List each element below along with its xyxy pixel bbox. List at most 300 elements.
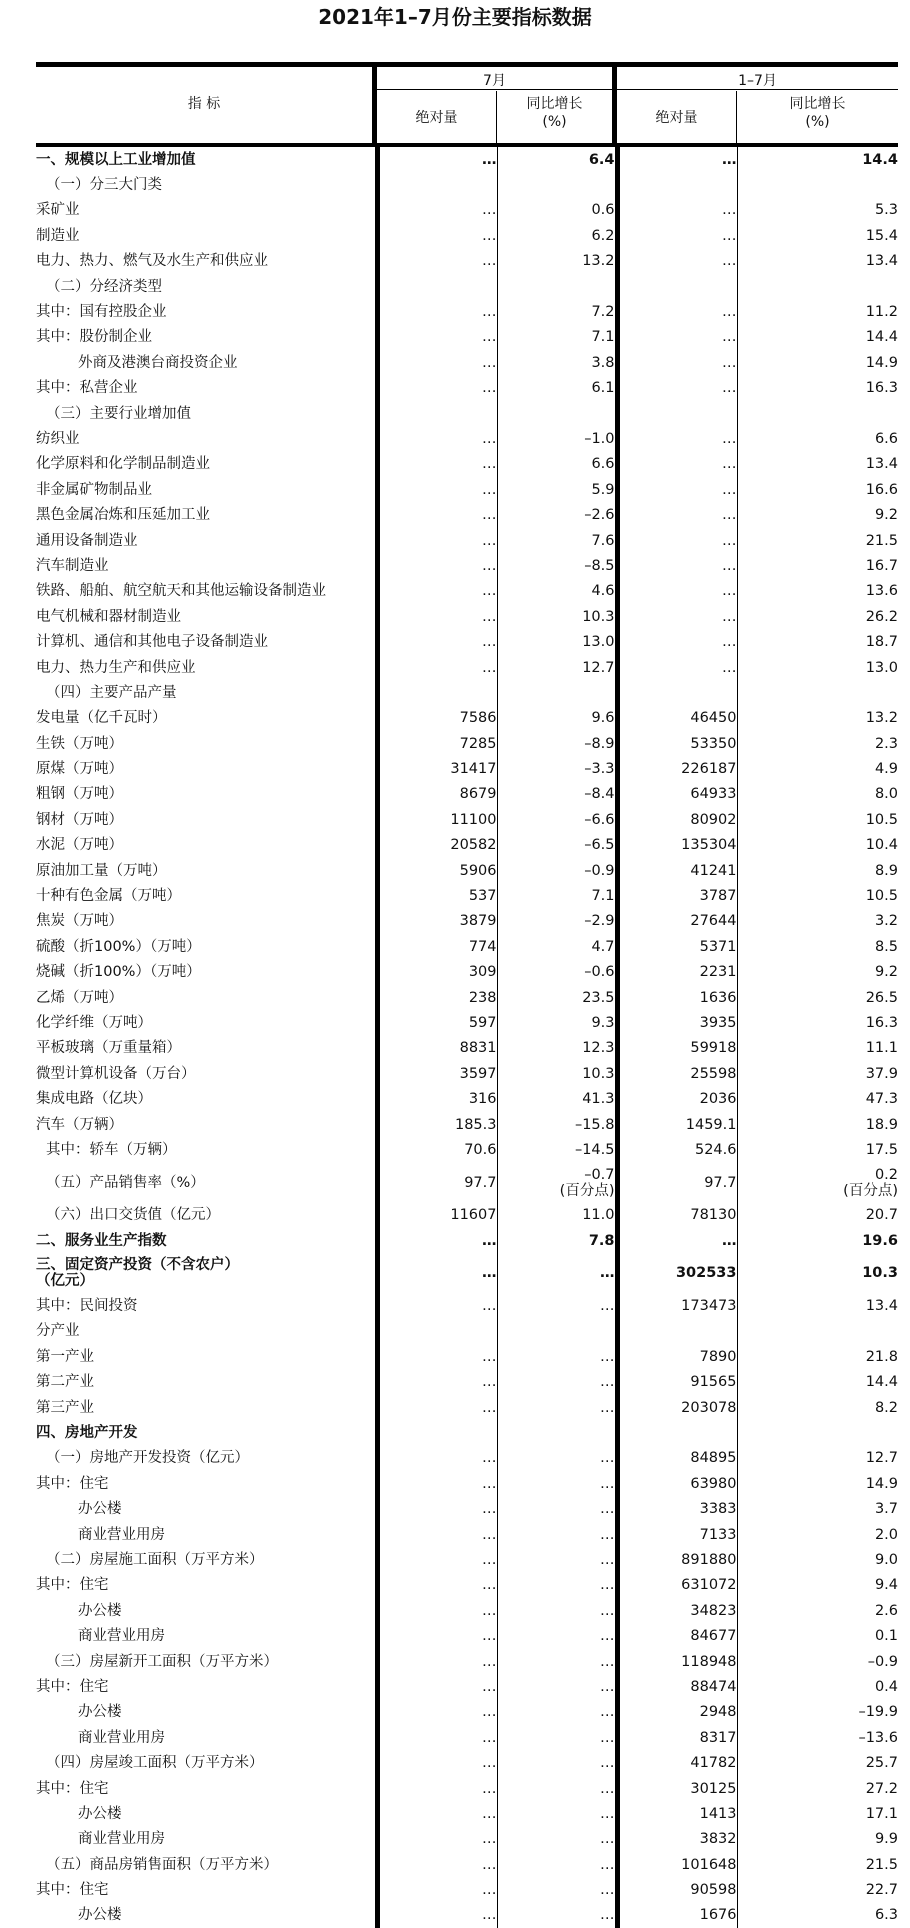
- row-july-growth: –1.0: [497, 426, 617, 451]
- row-janjul-growth: 18.9: [865, 1116, 898, 1133]
- row-janjul-growth: –19.9: [858, 1704, 898, 1721]
- row-july-growth: [497, 1420, 617, 1445]
- row-july-growth: …: [497, 1547, 617, 1572]
- table-row: [36, 1319, 898, 1344]
- row-janjul-growth: 12.7: [865, 1450, 898, 1467]
- row-july-growth: …: [497, 1801, 617, 1826]
- header-growth-jan-jul: 同比增长 (%): [789, 96, 846, 130]
- row-label: 其中：私营企业: [36, 376, 377, 401]
- row-july-absolute: …: [377, 1877, 497, 1902]
- row-label: 化学原料和化学制品制造业: [36, 452, 377, 477]
- row-label: 办公楼: [36, 1598, 377, 1623]
- row-july-growth: 9.6: [497, 706, 617, 731]
- row-label: 其中：股份制企业: [36, 325, 377, 350]
- row-janjul-absolute: 3383: [617, 1497, 737, 1522]
- row-label: 十种有色金属（万吨）: [36, 883, 377, 908]
- row-label: 第三产业: [36, 1395, 377, 1420]
- row-label: 粗钢（万吨）: [36, 782, 377, 807]
- row-janjul-absolute: 90598: [617, 1877, 737, 1902]
- row-label: 其中：住宅: [36, 1877, 377, 1902]
- row-july-growth: 7.6: [497, 528, 617, 553]
- row-janjul-absolute: …: [617, 1228, 737, 1253]
- row-july-absolute: …: [377, 1253, 497, 1293]
- row-july-absolute: 7586: [377, 706, 497, 731]
- row-july-growth: …: [497, 1827, 617, 1852]
- row-janjul-growth: 14.9: [865, 354, 898, 371]
- table-row: [36, 528, 898, 553]
- table-row: [36, 1061, 898, 1086]
- row-janjul-growth: 9.2: [874, 964, 898, 981]
- table-row: [36, 1010, 898, 1035]
- table-row: [36, 1801, 898, 1826]
- row-janjul-growth: 15.4: [865, 227, 898, 244]
- table-row: [36, 1163, 898, 1203]
- row-july-growth: 9.3: [497, 1010, 617, 1035]
- row-july-growth: …: [497, 1674, 617, 1699]
- row-janjul-growth: 17.5: [865, 1141, 898, 1158]
- row-janjul-growth: 10.5: [865, 811, 898, 828]
- row-label: 其中：民间投资: [36, 1293, 377, 1318]
- row-july-absolute: …: [377, 1522, 497, 1547]
- row-janjul-growth: 16.7: [865, 557, 898, 574]
- row-janjul-absolute: [617, 274, 737, 299]
- row-janjul-absolute: 226187: [617, 756, 737, 781]
- row-july-growth: 3.8: [497, 350, 617, 375]
- row-janjul-absolute: 203078: [617, 1395, 737, 1420]
- table-row: [36, 909, 898, 934]
- row-janjul-absolute: …: [617, 223, 737, 248]
- row-janjul-absolute: 7890: [617, 1344, 737, 1369]
- row-janjul-absolute: …: [617, 249, 737, 274]
- row-july-growth: –15.8: [497, 1112, 617, 1137]
- table-row: [36, 833, 898, 858]
- row-july-growth: 12.3: [497, 1036, 617, 1061]
- row-label: 办公楼: [36, 1903, 377, 1928]
- row-janjul-absolute: …: [617, 198, 737, 223]
- row-label: 铁路、船舶、航空航天和其他运输设备制造业: [36, 579, 377, 604]
- row-label: 电力、热力、燃气及水生产和供应业: [36, 249, 377, 274]
- row-janjul-growth: [737, 1319, 898, 1344]
- row-janjul-absolute: 2231: [617, 960, 737, 985]
- row-janjul-absolute: 8317: [617, 1725, 737, 1750]
- table-row: [36, 604, 898, 629]
- row-janjul-absolute: [617, 1319, 737, 1344]
- row-label: 办公楼: [36, 1700, 377, 1725]
- row-july-absolute: [377, 401, 497, 426]
- row-janjul-growth: 22.7: [865, 1882, 898, 1899]
- row-janjul-absolute: …: [617, 579, 737, 604]
- row-july-absolute: …: [377, 528, 497, 553]
- row-janjul-absolute: 34823: [617, 1598, 737, 1623]
- row-janjul-growth: 11.1: [865, 1040, 898, 1057]
- row-july-absolute: [377, 680, 497, 705]
- table-row: [36, 1547, 898, 1572]
- row-janjul-growth: 9.0: [874, 1552, 898, 1568]
- row-janjul-growth: 2.0: [874, 1526, 898, 1543]
- row-july-growth: …: [497, 1293, 617, 1318]
- table-row: [36, 1370, 898, 1395]
- row-july-growth: …: [497, 1253, 617, 1293]
- row-july-growth: …: [497, 1573, 617, 1598]
- row-label: 烧碱（折100%）（万吨）: [36, 960, 377, 985]
- row-janjul-absolute: …: [617, 299, 737, 324]
- row-janjul-absolute: 5371: [617, 934, 737, 959]
- row-janjul-growth: 2.6: [874, 1602, 898, 1619]
- row-july-absolute: [377, 172, 497, 197]
- row-janjul-growth: 13.6: [865, 583, 898, 600]
- row-label: 制造业: [36, 223, 377, 248]
- row-janjul-growth: 19.6: [862, 1232, 898, 1249]
- row-july-absolute: 8831: [377, 1036, 497, 1061]
- row-janjul-absolute: 30125: [617, 1776, 737, 1801]
- row-janjul-growth: –13.6: [858, 1729, 898, 1746]
- row-july-absolute: …: [377, 1497, 497, 1522]
- row-july-growth: …: [497, 1700, 617, 1725]
- row-janjul-growth: [737, 274, 898, 299]
- row-label: 原煤（万吨）: [36, 756, 377, 781]
- row-janjul-growth: 0.4: [874, 1678, 898, 1695]
- row-july-absolute: …: [377, 1446, 497, 1471]
- row-janjul-absolute: …: [617, 553, 737, 578]
- row-july-growth: [497, 274, 617, 299]
- row-july-growth: [497, 680, 617, 705]
- row-janjul-absolute: 1413: [617, 1801, 737, 1826]
- row-july-growth: 6.1: [497, 376, 617, 401]
- table-row: [36, 1446, 898, 1471]
- row-janjul-absolute: 1636: [617, 985, 737, 1010]
- table-row: [36, 655, 898, 680]
- row-label: 化学纤维（万吨）: [36, 1010, 377, 1035]
- table-row: [36, 706, 898, 731]
- table-row: [36, 299, 898, 324]
- row-july-absolute: …: [377, 452, 497, 477]
- row-janjul-absolute: 631072: [617, 1573, 737, 1598]
- row-janjul-absolute: …: [617, 145, 737, 172]
- row-july-absolute: 309: [377, 960, 497, 985]
- row-july-growth: –0.7 (百分点): [497, 1163, 617, 1203]
- row-july-growth: –2.6: [497, 502, 617, 527]
- row-july-absolute: …: [377, 1293, 497, 1318]
- row-label: 电气机械和器材制造业: [36, 604, 377, 629]
- row-july-absolute: …: [377, 1573, 497, 1598]
- row-july-absolute: …: [377, 1547, 497, 1572]
- table-row: [36, 1827, 898, 1852]
- row-july-absolute: …: [377, 223, 497, 248]
- row-label: （二）分经济类型: [36, 274, 377, 299]
- row-july-growth: [497, 401, 617, 426]
- row-janjul-growth: [737, 1420, 898, 1445]
- table-row: [36, 1395, 898, 1420]
- row-janjul-growth: 9.4: [874, 1577, 898, 1594]
- row-janjul-absolute: …: [617, 477, 737, 502]
- row-july-growth: 4.6: [497, 579, 617, 604]
- table-row: [36, 629, 898, 654]
- table-row: [36, 426, 898, 451]
- row-july-absolute: …: [377, 1370, 497, 1395]
- row-july-absolute: 185.3: [377, 1112, 497, 1137]
- row-janjul-growth: 27.2: [865, 1780, 898, 1797]
- row-janjul-growth: 14.4: [865, 1374, 898, 1391]
- row-label: 汽车制造业: [36, 553, 377, 578]
- row-july-absolute: …: [377, 629, 497, 654]
- row-janjul-growth: 13.0: [865, 659, 898, 676]
- row-july-absolute: 774: [377, 934, 497, 959]
- row-july-absolute: …: [377, 655, 497, 680]
- row-label: （二）房屋施工面积（万平方米）: [36, 1547, 377, 1572]
- row-july-growth: …: [497, 1750, 617, 1775]
- row-july-growth: 7.1: [497, 325, 617, 350]
- row-label: 采矿业: [36, 198, 377, 223]
- table-row: [36, 350, 898, 375]
- row-label: 三、固定资产投资（不含农户） （亿元）: [36, 1253, 377, 1293]
- row-janjul-growth: 9.2: [874, 507, 898, 524]
- row-july-growth: 6.2: [497, 223, 617, 248]
- row-janjul-absolute: 84895: [617, 1446, 737, 1471]
- row-july-absolute: …: [377, 1903, 497, 1928]
- table-row: [36, 1253, 898, 1293]
- row-july-growth: 12.7: [497, 655, 617, 680]
- row-janjul-growth: 13.2: [865, 710, 898, 727]
- row-janjul-growth: 3.7: [874, 1501, 898, 1518]
- row-label: 钢材（万吨）: [36, 807, 377, 832]
- row-janjul-absolute: 3832: [617, 1827, 737, 1852]
- row-label: 水泥（万吨）: [36, 833, 377, 858]
- row-janjul-growth: 6.3: [874, 1907, 898, 1924]
- row-july-absolute: 597: [377, 1010, 497, 1035]
- row-label: （四）主要产品产量: [36, 680, 377, 705]
- row-july-absolute: …: [377, 1827, 497, 1852]
- row-july-growth: 7.8: [497, 1228, 617, 1253]
- header-growth-july: 同比增长 (%): [526, 96, 583, 130]
- row-label: 第一产业: [36, 1344, 377, 1369]
- row-label: 其中：住宅: [36, 1573, 377, 1598]
- row-july-absolute: 3879: [377, 909, 497, 934]
- row-janjul-absolute: 46450: [617, 706, 737, 731]
- row-janjul-growth: 6.6: [874, 430, 898, 447]
- row-janjul-growth: 0.1: [874, 1628, 898, 1645]
- row-label: 微型计算机设备（万台）: [36, 1061, 377, 1086]
- row-janjul-absolute: 41241: [617, 858, 737, 883]
- row-janjul-growth: 37.9: [865, 1065, 898, 1082]
- row-janjul-absolute: 891880: [617, 1547, 737, 1572]
- row-july-absolute: 3597: [377, 1061, 497, 1086]
- table-row: [36, 376, 898, 401]
- table-row: [36, 1112, 898, 1137]
- row-label: （五）产品销售率（%）: [36, 1163, 377, 1203]
- table-row: [36, 223, 898, 248]
- row-label: 商业营业用房: [36, 1623, 377, 1648]
- row-janjul-growth: 8.2: [874, 1399, 898, 1416]
- row-july-absolute: [377, 274, 497, 299]
- row-janjul-growth: 8.9: [874, 862, 898, 879]
- table-row: [36, 1228, 898, 1253]
- row-label: 汽车（万辆）: [36, 1112, 377, 1137]
- row-july-growth: 7.1: [497, 883, 617, 908]
- row-july-absolute: …: [377, 1395, 497, 1420]
- table-row: [36, 553, 898, 578]
- row-janjul-growth: 16.3: [865, 380, 898, 397]
- row-janjul-absolute: 63980: [617, 1471, 737, 1496]
- row-july-absolute: …: [377, 198, 497, 223]
- row-janjul-absolute: 2036: [617, 1086, 737, 1111]
- row-july-absolute: 8679: [377, 782, 497, 807]
- row-label: （三）房屋新开工面积（万平方米）: [36, 1649, 377, 1674]
- row-july-absolute: …: [377, 1674, 497, 1699]
- row-janjul-absolute: 80902: [617, 807, 737, 832]
- row-janjul-growth: 14.9: [865, 1475, 898, 1492]
- table-row: [36, 1137, 898, 1162]
- row-janjul-absolute: 64933: [617, 782, 737, 807]
- row-janjul-absolute: 41782: [617, 1750, 737, 1775]
- row-label: 非金属矿物制品业: [36, 477, 377, 502]
- row-july-absolute: 31417: [377, 756, 497, 781]
- row-july-growth: 7.2: [497, 299, 617, 324]
- row-janjul-absolute: …: [617, 502, 737, 527]
- row-july-growth: –0.6: [497, 960, 617, 985]
- row-july-growth: –14.5: [497, 1137, 617, 1162]
- row-july-growth: …: [497, 1852, 617, 1877]
- row-july-absolute: …: [377, 1750, 497, 1775]
- row-label: 发电量（亿千瓦时）: [36, 706, 377, 731]
- table-row: [36, 934, 898, 959]
- table-row: [36, 1497, 898, 1522]
- table-row: [36, 807, 898, 832]
- row-july-absolute: 316: [377, 1086, 497, 1111]
- row-label: 其中：住宅: [36, 1776, 377, 1801]
- row-janjul-growth: 13.4: [865, 456, 898, 473]
- row-july-growth: …: [497, 1598, 617, 1623]
- row-janjul-absolute: 78130: [617, 1203, 737, 1228]
- row-july-growth: 13.0: [497, 629, 617, 654]
- row-label: （一）分三大门类: [36, 172, 377, 197]
- table-row: [36, 1036, 898, 1061]
- row-label: 计算机、通信和其他电子设备制造业: [36, 629, 377, 654]
- row-janjul-growth: 21.8: [865, 1348, 898, 1365]
- row-janjul-growth: 8.5: [874, 938, 898, 955]
- row-july-absolute: …: [377, 553, 497, 578]
- row-janjul-absolute: …: [617, 604, 737, 629]
- row-july-growth: 0.6: [497, 198, 617, 223]
- table-row: [36, 249, 898, 274]
- row-janjul-growth: 4.9: [874, 761, 898, 778]
- row-janjul-growth: 16.3: [865, 1014, 898, 1031]
- row-janjul-absolute: …: [617, 426, 737, 451]
- row-janjul-growth: 14.4: [865, 329, 898, 346]
- row-janjul-growth: 5.3: [874, 202, 898, 219]
- row-july-absolute: 11607: [377, 1203, 497, 1228]
- table-row: [36, 274, 898, 299]
- table-row: [36, 1420, 898, 1445]
- table-row: [36, 1471, 898, 1496]
- row-janjul-growth: 16.6: [865, 481, 898, 498]
- table-row: [36, 1852, 898, 1877]
- row-july-growth: –3.3: [497, 756, 617, 781]
- row-july-absolute: …: [377, 1801, 497, 1826]
- row-label: 原油加工量（万吨）: [36, 858, 377, 883]
- row-july-growth: –6.6: [497, 807, 617, 832]
- row-label: 分产业: [36, 1319, 377, 1344]
- row-janjul-absolute: [617, 401, 737, 426]
- row-july-growth: 11.0: [497, 1203, 617, 1228]
- table-row: [36, 960, 898, 985]
- table-row: [36, 1086, 898, 1111]
- row-janjul-absolute: 1459.1: [617, 1112, 737, 1137]
- row-janjul-absolute: [617, 1420, 737, 1445]
- row-july-absolute: 20582: [377, 833, 497, 858]
- header-july: 7月: [483, 73, 506, 89]
- row-janjul-growth: 11.2: [865, 304, 898, 321]
- row-label: 其中：轿车（万辆）: [36, 1137, 377, 1162]
- row-janjul-growth: 3.2: [874, 913, 898, 930]
- row-july-growth: …: [497, 1725, 617, 1750]
- header-indicator: 指 标: [187, 96, 221, 112]
- row-label: 四、房地产开发: [36, 1420, 377, 1445]
- row-label: 外商及港澳台商投资企业: [36, 350, 377, 375]
- row-july-absolute: …: [377, 1623, 497, 1648]
- row-july-absolute: …: [377, 579, 497, 604]
- row-july-growth: 41.3: [497, 1086, 617, 1111]
- row-janjul-growth: 21.5: [865, 1856, 898, 1873]
- table-row: [36, 145, 898, 172]
- row-july-growth: 23.5: [497, 985, 617, 1010]
- row-janjul-absolute: 524.6: [617, 1137, 737, 1162]
- row-janjul-absolute: …: [617, 528, 737, 553]
- row-label: 商业营业用房: [36, 1522, 377, 1547]
- row-july-growth: –8.5: [497, 553, 617, 578]
- row-july-growth: …: [497, 1623, 617, 1648]
- row-label: 焦炭（万吨）: [36, 909, 377, 934]
- row-july-absolute: 70.6: [377, 1137, 497, 1162]
- row-janjul-growth: 20.7: [865, 1207, 898, 1224]
- row-july-absolute: …: [377, 477, 497, 502]
- row-janjul-growth: 13.4: [865, 1298, 898, 1315]
- row-label: 一、规模以上工业增加值: [36, 145, 377, 172]
- table-row: [36, 502, 898, 527]
- table-row: [36, 198, 898, 223]
- row-july-growth: –0.9: [497, 858, 617, 883]
- header-jan-jul: 1–7月: [738, 73, 777, 89]
- row-label: （六）出口交货值（亿元）: [36, 1203, 377, 1228]
- table-row: [36, 1344, 898, 1369]
- row-label: 平板玻璃（万重量箱）: [36, 1036, 377, 1061]
- row-july-growth: …: [497, 1471, 617, 1496]
- row-july-absolute: 238: [377, 985, 497, 1010]
- table-row: [36, 477, 898, 502]
- row-july-growth: 6.6: [497, 452, 617, 477]
- table-row: [36, 1877, 898, 1902]
- row-july-growth: …: [497, 1446, 617, 1471]
- row-july-growth: [497, 172, 617, 197]
- row-july-absolute: …: [377, 1228, 497, 1253]
- row-janjul-growth: 9.9: [874, 1831, 898, 1848]
- row-july-growth: …: [497, 1877, 617, 1902]
- row-label: 集成电路（亿块）: [36, 1086, 377, 1111]
- row-july-absolute: …: [377, 1471, 497, 1496]
- row-label: 其中：住宅: [36, 1674, 377, 1699]
- row-janjul-absolute: 118948: [617, 1649, 737, 1674]
- row-july-growth: …: [497, 1395, 617, 1420]
- row-july-absolute: …: [377, 502, 497, 527]
- table-row: [36, 325, 898, 350]
- row-janjul-absolute: …: [617, 629, 737, 654]
- row-label: 商业营业用房: [36, 1827, 377, 1852]
- table-row: [36, 1903, 898, 1928]
- row-janjul-absolute: 3935: [617, 1010, 737, 1035]
- row-july-absolute: …: [377, 325, 497, 350]
- row-july-growth: …: [497, 1649, 617, 1674]
- row-july-growth: –8.9: [497, 731, 617, 756]
- row-janjul-absolute: 88474: [617, 1674, 737, 1699]
